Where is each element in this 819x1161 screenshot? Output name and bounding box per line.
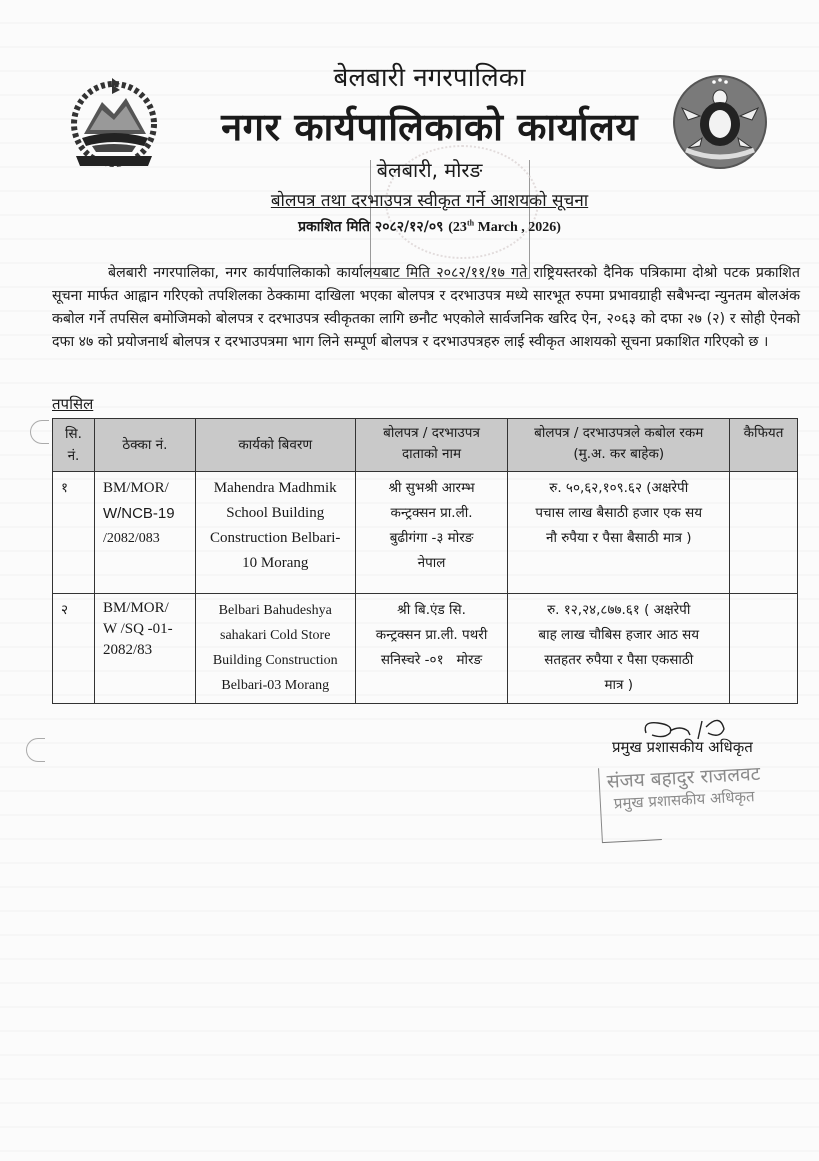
punch-hole-mark: [26, 738, 45, 762]
header-bidder-line1: बोलपत्र / दरभाउपत्र: [383, 425, 480, 441]
officer-stamp: [598, 758, 802, 848]
bidder-line: कन्ट्रक्सन प्रा.ली.: [390, 505, 473, 521]
signatory-title: प्रमुख प्रशासकीय अधिकृत: [612, 738, 753, 756]
header-bidder: [355, 419, 508, 472]
row-sn: २: [53, 594, 95, 704]
bidder-line: बुढीगंगा -३ मोरङ: [389, 530, 474, 546]
published-date-en: [448, 220, 561, 235]
amount-line: मात्र ): [604, 677, 634, 693]
work-line: 10 Morang: [242, 555, 309, 571]
table-row: [53, 472, 798, 594]
amount-line: रु. १२,२४,८७७.६१ ( अक्षरेपी: [547, 602, 691, 618]
notice-title-text: बोलपत्र तथा दरभाउपत्र स्वीकृत गर्ने आशयको सूचना: [270, 191, 589, 211]
bidder-line: श्री सुभश्री आरम्भ: [388, 480, 475, 496]
table-row: [53, 594, 798, 704]
date-en-sup: th: [466, 218, 475, 228]
row-bidder: [355, 472, 508, 594]
notice-paragraph: बेलबारी नगरपालिका, नगर कार्यपालिकाको कार्यालयबाट मिति २०८२/११/१७ गते राष्ट्रियस्तरको दैनिक पत्रिकामा दोश्रो पटक प्रकाशित सूचना मार्फत आह्वान गरिएको तपशिलका ठेक्कामा दाखिला भएका बोलपत्र र दरभाउपत्र मध्ये सारभूत रुपमा प्रभावग्राही सबैभन्दा न्युनतम बोलअंक कबोल गर्ने तपसिल बमोजिमको बोलपत्र र दरभाउपत्र स्वीकृतका लागि छनौट भएकोले सार्वजनिक खरिद ऐन, २०६३ को दफा २७ (२) र सोही ऐनको दफा ४७ को प्रयोजनार्थ बोलपत्र र दरभाउपत्रमा भाग लिने सम्पूर्ण बोलपत्र र दरभाउपत्रहरु लाई स्वीकृत आशयको सूचना प्रकाशित गरिएको छ ।: [52, 265, 800, 350]
stamp-edge: [602, 839, 662, 843]
bidder-line: सनिस्चरे -०१ मोरङ: [380, 652, 483, 668]
contract-line: BM/MOR/: [102, 480, 169, 496]
punch-hole-mark: [30, 420, 49, 444]
notice-body: [52, 262, 800, 354]
contract-line: BM/MOR/: [102, 600, 169, 616]
notice-title: [0, 188, 819, 211]
amount-line: रु. ५०,६२,१०९.६२ (अक्षरेपी: [549, 480, 689, 496]
date-en-day: (23: [448, 220, 467, 235]
work-line: Construction Belbari-: [210, 530, 341, 546]
header-work-description: कार्यको बिवरण: [195, 419, 355, 472]
row-bidder: [355, 594, 508, 704]
work-line: Building Construction: [212, 653, 338, 668]
header-sn: सि. नं.: [53, 419, 95, 472]
header-remarks: कैफियत: [730, 419, 798, 472]
header-contract-no: ठेक्का नं.: [94, 419, 195, 472]
row-remarks: [730, 472, 798, 594]
bidder-line: श्री बि.एंड सि.: [397, 602, 466, 618]
amount-line: पचास लाख बैसाठी हजार एक सय: [535, 505, 703, 521]
work-line: School Building: [226, 505, 325, 521]
amount-line: सतहतर रुपैया र पैसा एकसाठी: [544, 652, 694, 668]
row-contract-no: [94, 472, 195, 594]
office-address: बेलबारी, मोरङ: [376, 158, 483, 182]
contract-line: 2082/83: [102, 642, 153, 658]
header-amount-line1: बोलपत्र / दरभाउपत्रले कबोल रकम: [534, 425, 704, 441]
contract-line: W /SQ -01-: [102, 621, 173, 637]
header-amount-line2: (मु.अ. कर बाहेक): [573, 446, 665, 462]
row-amount: [508, 472, 730, 594]
row-remarks: [730, 594, 798, 704]
header-amount: [508, 419, 730, 472]
table-header-row: [53, 419, 798, 472]
municipality-name: बेलबारी नगरपालिका: [333, 63, 526, 93]
work-line: sahakari Cold Store: [220, 628, 331, 643]
stamp-officer-name: संजय बहादुर राजलवट: [606, 762, 761, 793]
contract-line: W/NCB-19: [102, 505, 175, 522]
published-date-np: २०८२/१२/०९: [374, 219, 444, 235]
bidder-line: नेपाल: [417, 555, 446, 571]
work-line: Belbari-03 Morang: [221, 678, 330, 693]
row-sn: १: [53, 472, 95, 594]
row-amount: [508, 594, 730, 704]
amount-line: बाह लाख चौबिस हजार आठ सय: [538, 627, 700, 643]
work-line: Belbari Bahudeshya: [218, 603, 332, 618]
row-contract-no: [94, 594, 195, 704]
contract-line: /2082/083: [102, 531, 160, 546]
work-line: Mahendra Madhmik: [213, 480, 337, 496]
published-label: प्रकाशित मिति: [298, 219, 371, 235]
stamp-officer-title: प्रमुख प्रशासकीय अधिकृत: [613, 787, 756, 813]
published-date: [0, 217, 819, 236]
office-name: नगर कार्यपालिकाको कार्यालय: [221, 105, 638, 149]
date-en-rest: March , 2026): [477, 220, 561, 235]
table-caption: तपसिल: [52, 395, 94, 413]
amount-line: नौ रुपैया र पैसा बैसाठी मात्र ): [545, 530, 692, 546]
header-bidder-line2: दाताको नाम: [402, 446, 462, 462]
details-table: [52, 418, 798, 704]
row-work-description: [195, 472, 355, 594]
bidder-line: कन्ट्रक्सन प्रा.ली. पथरी: [375, 627, 488, 643]
row-work-description: [195, 594, 355, 704]
